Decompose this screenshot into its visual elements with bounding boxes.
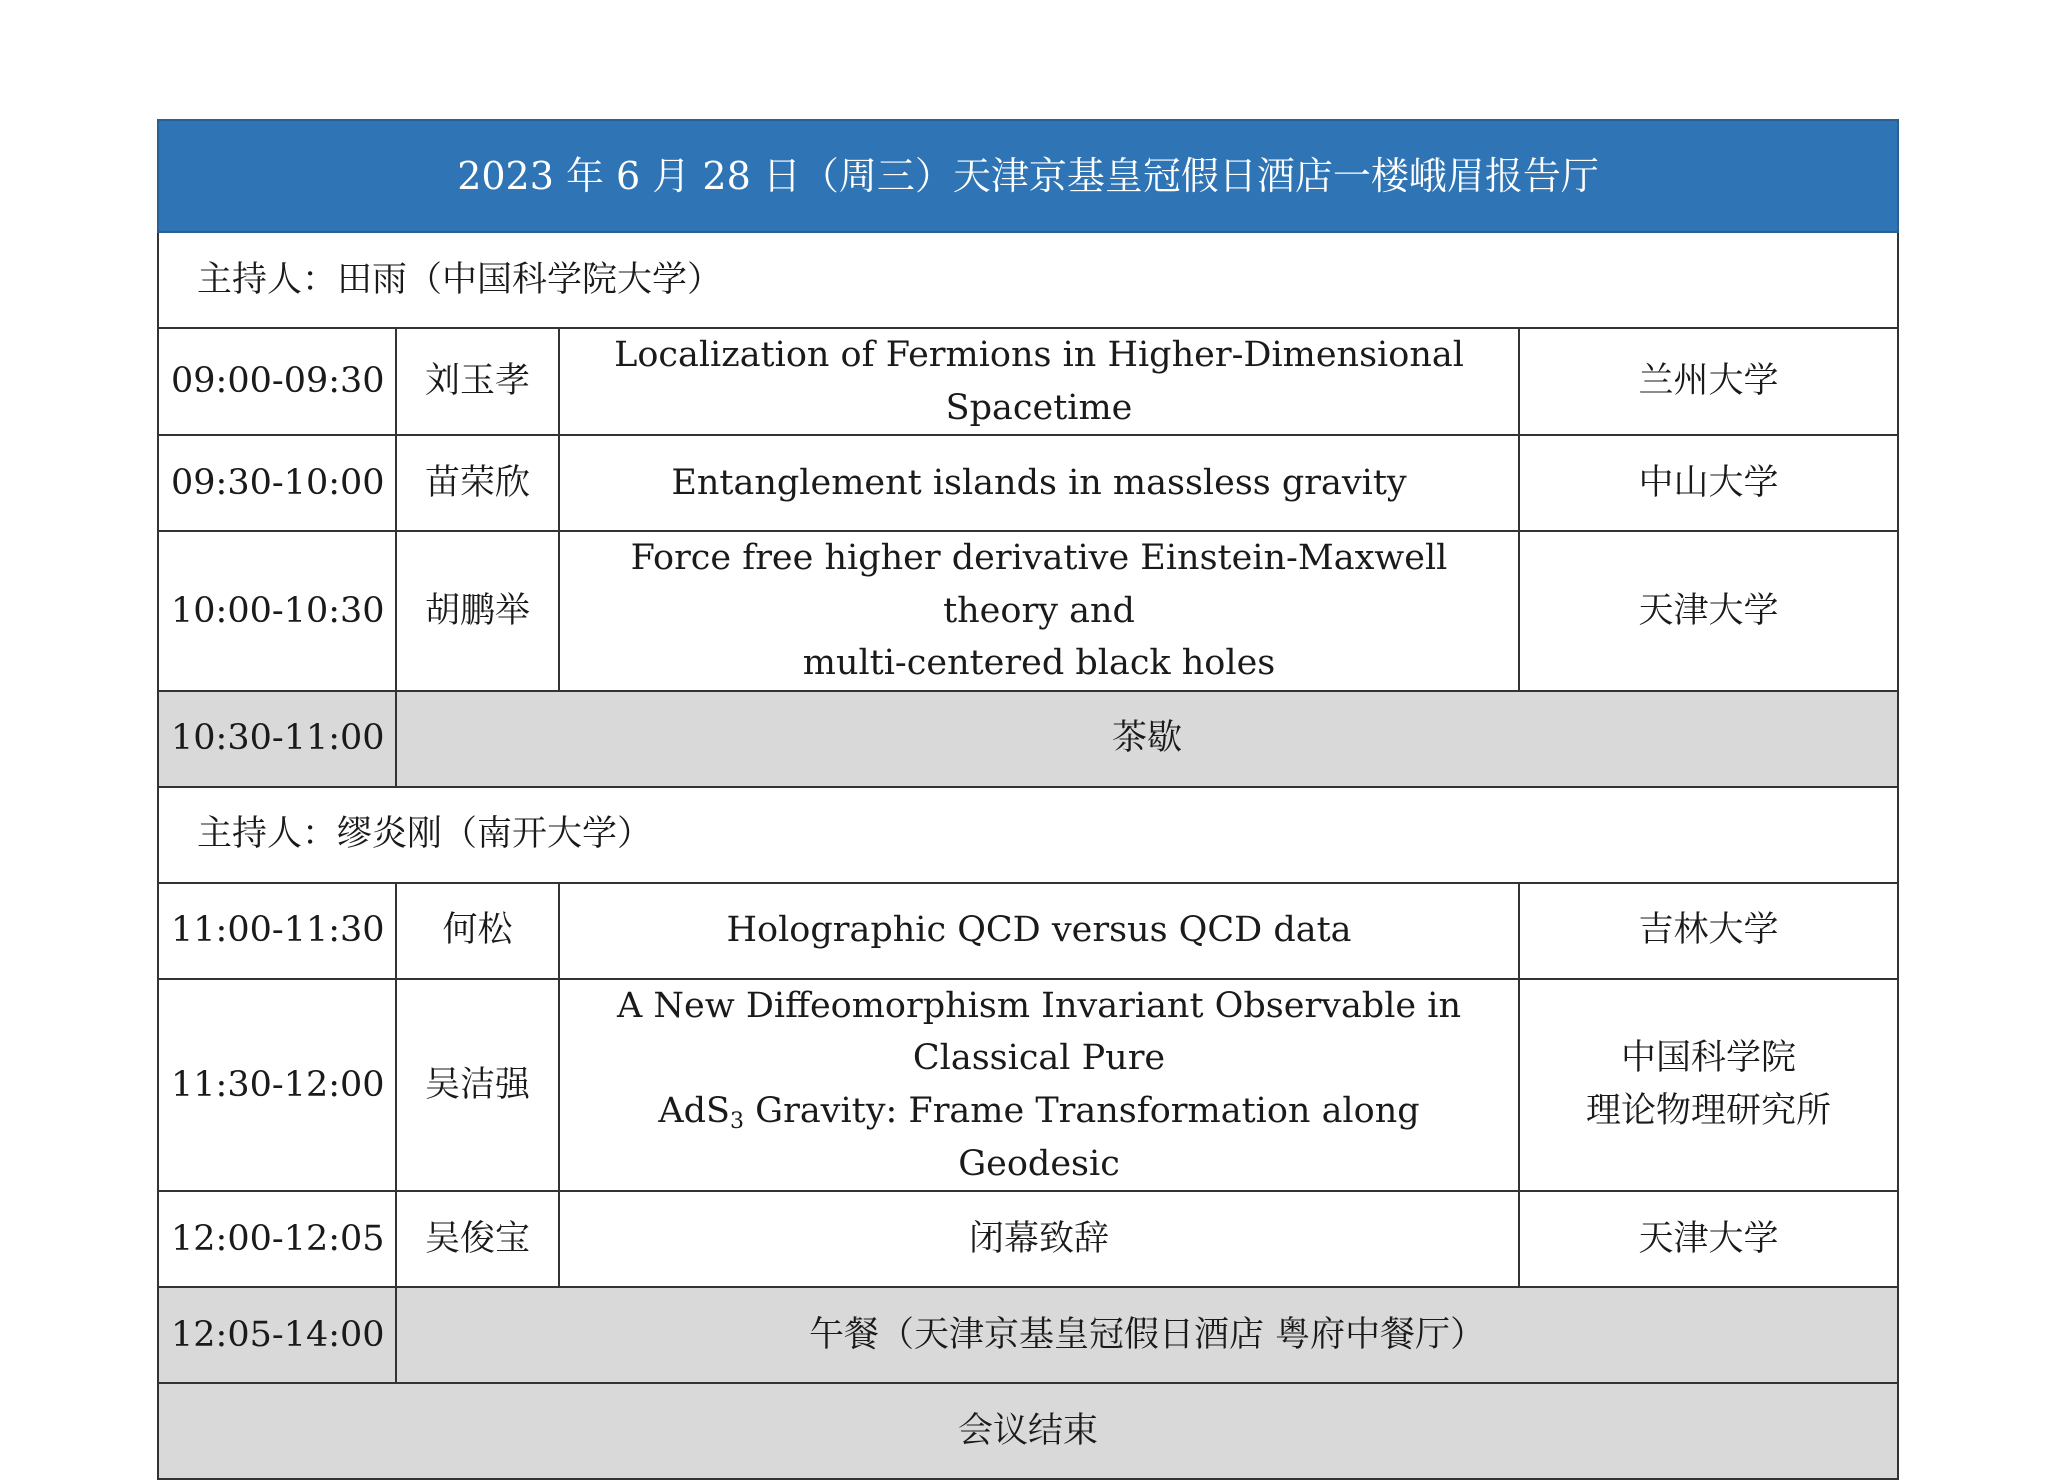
talk-time: 12:00-12:05 bbox=[158, 1191, 396, 1287]
talk-title bbox=[559, 531, 1519, 691]
talk-speaker: 刘玉孝 bbox=[396, 328, 559, 435]
talk-affiliation: 吉林大学 bbox=[1519, 883, 1898, 979]
host-row bbox=[158, 232, 1898, 328]
talk-speaker: 吴俊宝 bbox=[396, 1191, 559, 1287]
talk-speaker: 胡鹏举 bbox=[396, 531, 559, 691]
affiliation-line: 理论物理研究所 bbox=[1586, 1090, 1832, 1131]
talk-title-line bbox=[572, 1085, 1506, 1191]
talk-time: 11:30-12:00 bbox=[158, 979, 396, 1192]
schedule-table-wrapper bbox=[157, 119, 1897, 1480]
host-row bbox=[158, 787, 1898, 883]
title-row bbox=[158, 120, 1898, 232]
table-row bbox=[158, 883, 1898, 979]
talk-time: 09:30-10:00 bbox=[158, 435, 396, 531]
talk-time: 10:00-10:30 bbox=[158, 531, 396, 691]
meeting-end-label: 会议结束 bbox=[158, 1383, 1898, 1479]
talk-affiliation: 兰州大学 bbox=[1519, 328, 1898, 435]
talk-title: 闭幕致辞 bbox=[559, 1191, 1519, 1287]
schedule-title: 2023 年 6 月 28 日（周三）天津京基皇冠假日酒店一楼峨眉报告厅 bbox=[158, 120, 1898, 232]
table-row bbox=[158, 979, 1898, 1192]
break-row bbox=[158, 691, 1898, 787]
table-row bbox=[158, 328, 1898, 435]
subscript: 3 bbox=[730, 1108, 744, 1134]
talk-title: Localization of Fermions in Higher-Dimensional Spacetime bbox=[559, 328, 1519, 435]
break-time: 10:30-11:00 bbox=[158, 691, 396, 787]
session-host: 主持人：田雨（中国科学院大学） bbox=[158, 232, 1898, 328]
talk-title-line: Force free higher derivative Einstein-Maxwell theory and bbox=[630, 538, 1448, 631]
affiliation-line: 中国科学院 bbox=[1621, 1038, 1797, 1079]
table-row bbox=[158, 1191, 1898, 1287]
break-label: 茶歇 bbox=[396, 691, 1898, 787]
talk-title-line: multi-centered black holes bbox=[802, 643, 1276, 683]
talk-affiliation: 中山大学 bbox=[1519, 435, 1898, 531]
schedule-table bbox=[157, 119, 1899, 1480]
lunch-time: 12:05-14:00 bbox=[158, 1287, 396, 1383]
talk-time: 11:00-11:30 bbox=[158, 883, 396, 979]
talk-affiliation: 天津大学 bbox=[1519, 531, 1898, 691]
talk-speaker: 吴洁强 bbox=[396, 979, 559, 1192]
lunch-row bbox=[158, 1287, 1898, 1383]
session-host: 主持人：缪炎刚（南开大学） bbox=[158, 787, 1898, 883]
table-row bbox=[158, 435, 1898, 531]
talk-title-line: A New Diffeomorphism Invariant Observable in Classical Pure bbox=[617, 985, 1461, 1078]
talk-title-text: Gravity: Frame Transformation along Geodesic bbox=[744, 1090, 1420, 1184]
talk-title bbox=[559, 979, 1519, 1192]
lunch-label: 午餐（天津京基皇冠假日酒店 粤府中餐厅） bbox=[396, 1287, 1898, 1383]
table-row bbox=[158, 531, 1898, 691]
end-row bbox=[158, 1383, 1898, 1479]
talk-title: Holographic QCD versus QCD data bbox=[559, 883, 1519, 979]
talk-speaker: 何松 bbox=[396, 883, 559, 979]
talk-affiliation: 天津大学 bbox=[1519, 1191, 1898, 1287]
talk-title-text: AdS bbox=[658, 1090, 730, 1131]
talk-affiliation bbox=[1519, 979, 1898, 1192]
talk-title: Entanglement islands in massless gravity bbox=[559, 435, 1519, 531]
talk-time: 09:00-09:30 bbox=[158, 328, 396, 435]
talk-speaker: 苗荣欣 bbox=[396, 435, 559, 531]
